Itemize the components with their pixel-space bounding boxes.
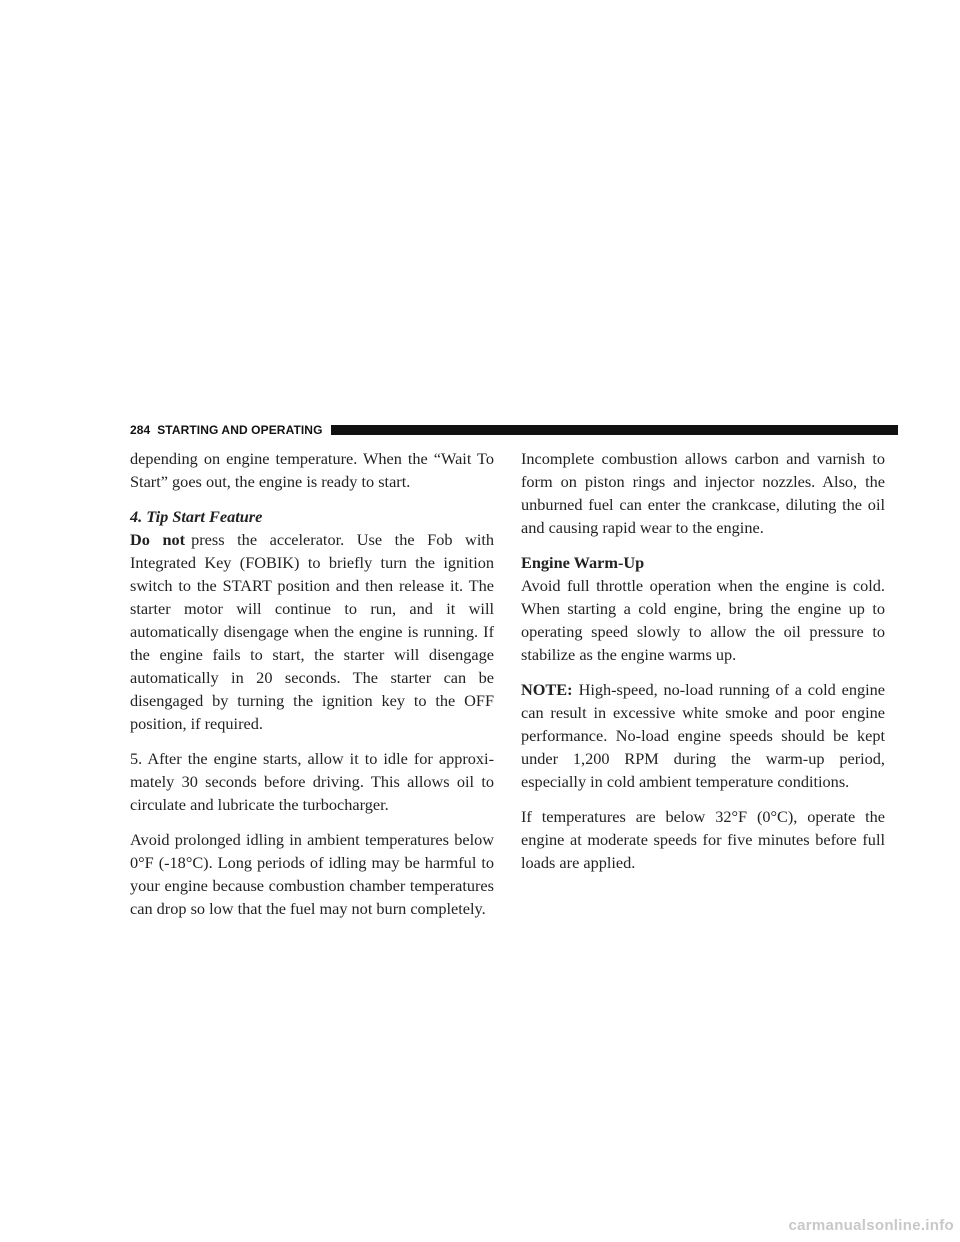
page-number: 284	[130, 423, 151, 437]
idling-paragraph: Avoid prolonged idling in ambient temperatures below 0°F (-18°C). Long periods of idling may be harmful to your engine because combustion chamber temperatures can drop so low that the fuel may not burn completely.	[130, 830, 494, 918]
warmup-body: Avoid full throttle operation when the engine is cold. When starting a cold engine, bring the engine up to operating speed slowly to allow the oil pressure to stabilize as the engine warms up.	[521, 576, 885, 664]
watermark: carmanualsonline.info	[788, 1217, 954, 1234]
page-header	[130, 423, 898, 437]
tip-start-lead: Do not	[130, 530, 186, 549]
temperature-paragraph: If temperatures are below 32°F (0°C), operate the engine at moderate speeds for five minutes before full loads are applied.	[521, 807, 885, 872]
tip-start-heading: 4. Tip Start Feature	[130, 507, 263, 526]
header-rule	[331, 425, 898, 435]
note-body: High-speed, no-load running of a cold engine can result in excessive white smoke and poor engine performance. No-load engine speeds should be kept under 1,200 RPM during the warm-up period, especially in cold ambient temperature conditions.	[521, 680, 885, 791]
left-paragraph-1: depending on engine temperature. When the “Wait To Start” goes out, the engine is ready to start.	[130, 449, 494, 491]
step-5-paragraph: 5. After the engine starts, allow it to idle for approxi-mately 30 seconds before driving. This allows oil to circulate and lubricate the turbocharger.	[130, 749, 494, 814]
note-label: NOTE:	[521, 680, 573, 699]
page-header-label	[130, 423, 323, 437]
tip-start-body: press the accelerator. Use the Fob with Integrated Key (FOBIK) to briefly turn the ignition switch to the START position and then release it. The starter motor will continue to run, and it will automatically disengage when the engine is running. If the engine fails to start, the starter will disengage automatically in 20 seconds. The starter can be disengaged by turning the ignition key to the OFF position, if required.	[130, 530, 495, 733]
section-title: STARTING AND OPERATING	[157, 423, 323, 437]
warmup-heading: Engine Warm-Up	[521, 553, 645, 572]
left-column	[130, 447, 494, 932]
right-paragraph-1: Incomplete combustion allows carbon and varnish to form on piston rings and injector nozzles. Also, the unburned fuel can enter the crankcase, diluting the oil and causing rapid wear to the engine.	[521, 449, 885, 537]
right-column	[521, 447, 885, 886]
